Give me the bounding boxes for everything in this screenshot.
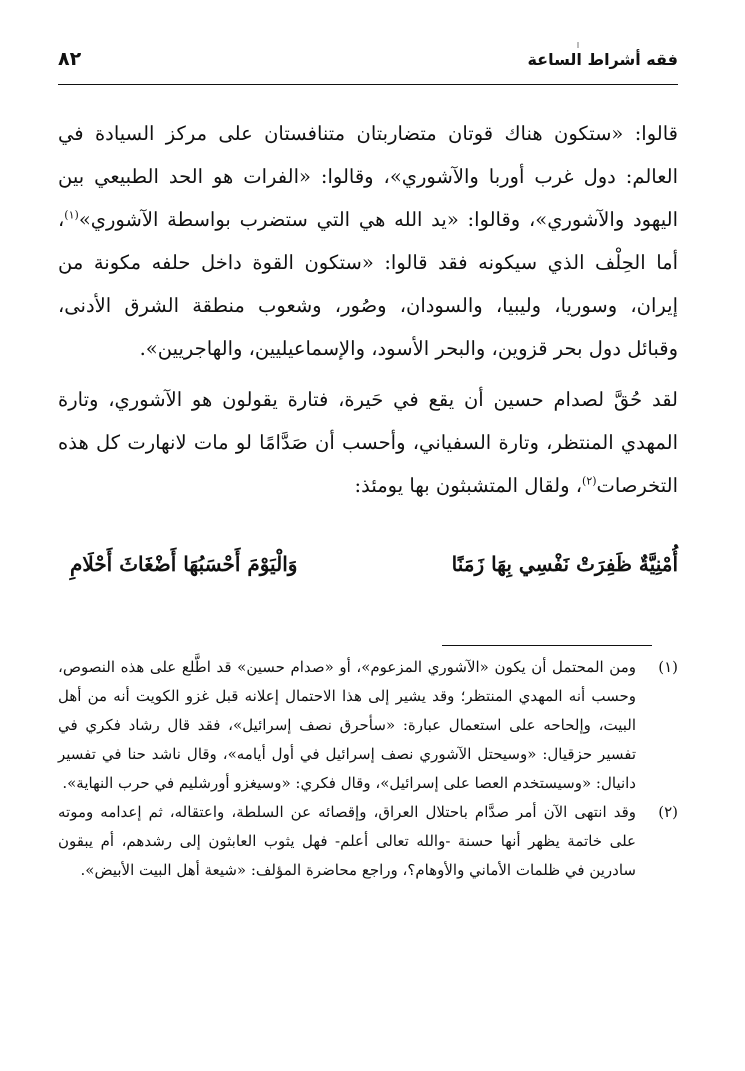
footnote-1-number: (١) <box>658 658 678 676</box>
verse-second-hemistich: وَالْيَوْمَ أَحْسَبُهَا أَضْغَاثَ أَحْلَامِ <box>70 552 298 576</box>
paragraph-2-part-a: لقد حُقَّ لصدام حسين أن يقع في حَيرة، فتارة يقولون هو الآشوري، وتارة المهدي المنتظر، وتارة السفياني، وأحسب أن صَدَّامًا لو مات لانهارت كل هذه التخرصات <box>58 388 678 497</box>
main-text <box>58 112 678 507</box>
poetry-verse <box>58 542 678 586</box>
verse-first-hemistich: أُمْنِيَّةٌ ظَفِرَتْ نَفْسِي بِهَا زَمَنًا <box>451 552 678 576</box>
header-divider <box>58 84 678 85</box>
footnote-1-text: ومن المحتمل أن يكون «الآشوري المزعوم»، أو «صدام حسين» قد اطَّلع على هذه النصوص، وحسب أنه المهدي المنتظر؛ وقد يشير إلى هذا الاحتمال إعلانه قبل غزو الكويت أنه من أهل البيت، وإلحاحه على استعمال عبارة: «سأحرق نصف إسرائيل»، فقد قال رشاد فكري في تفسير حزقيال: «وسيحتل الآشوري نصف إسرائيل في أول أيامه»، وقال ناشد حنا في تفسير دانيال: «وسيستخدم العصا على إسرائيل»، وقال فكري: «وسيغزو أورشليم في حرب النهاية». <box>58 658 636 792</box>
footnote-ref-2[interactable]: (٢) <box>582 474 597 488</box>
footnote-1 <box>58 653 678 798</box>
footnote-2-number: (٢) <box>658 803 678 821</box>
footnote-2-text: وقد انتهى الآن أمر صدَّام باحتلال العراق، وإقصائه عن السلطة، واعتقاله، ثم إعدامه وموته على خاتمة يظهر أنها حسنة -والله تعالى أعلم- فهل يثوب العابثون إلى رشدهم، أم يبقون سادرين في ظلمات الأماني والأوهام؟، وراجع محاضرة المؤلف: «شيعة أهل البيت الأبيض». <box>58 803 636 879</box>
running-header <box>58 44 678 84</box>
paragraph-2-part-b: ، ولقال المتشبثون بها يومئذ: <box>354 474 583 497</box>
footnote-ref-1[interactable]: (١) <box>64 208 79 222</box>
paragraph-2 <box>58 378 678 507</box>
footnote-2 <box>58 798 678 885</box>
footnotes <box>58 653 678 885</box>
paragraph-1 <box>58 112 678 370</box>
footnote-divider <box>442 645 652 646</box>
paragraph-1-part-a: قالوا: «ستكون هناك قوتان متضاربتان متنافستان على مركز السيادة في العالم: دول غرب أوربا والآشوري»، وقالوا: «الفرات هو الحد الطبيعي بين اليهود والآشوري»، وقالوا: «يد الله هي التي ستضرب بواسطة الآشوري» <box>58 122 678 231</box>
page-number: ٨٢ <box>58 48 82 70</box>
paragraph-1-part-b: ، أما الحِلْف الذي سيكونه فقد قالوا: «ستكون القوة داخل حلفه مكونة من إيران، وسوريا، وليبيا، والسودان، وصُور، وشعوب منطقة الشرق الأدنى، وقبائل دول بحر قزوين، والبحر الأسود، والإسماعيليين، والهاجريين». <box>58 208 678 360</box>
running-title: فقه أشراط الساعة <box>527 50 678 69</box>
